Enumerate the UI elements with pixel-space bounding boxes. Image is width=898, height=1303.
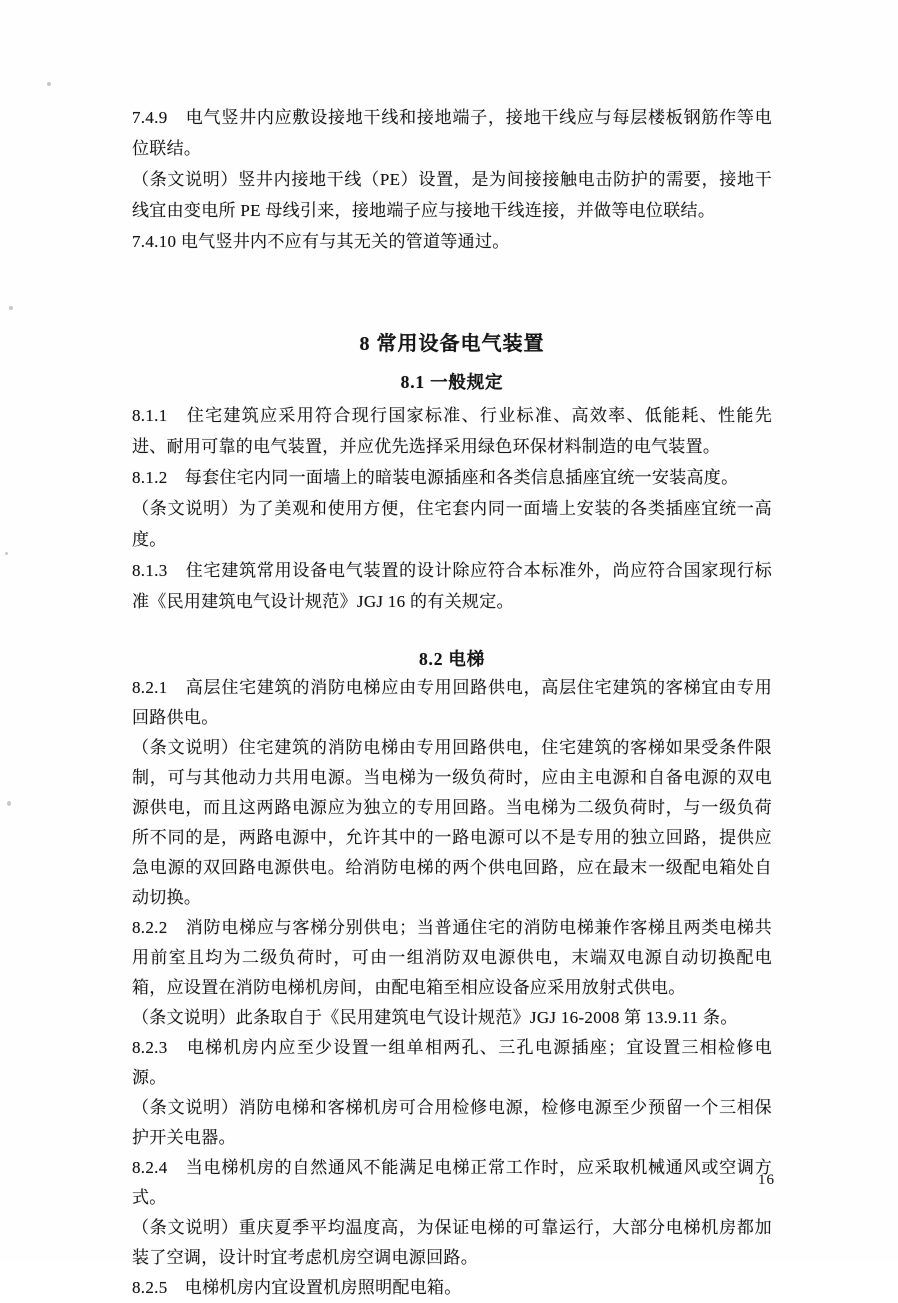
clause-8-2-1: 8.2.1 高层住宅建筑的消防电梯应由专用回路供电，高层住宅建筑的客梯宜由专用回路供电。	[132, 678, 772, 727]
note-8-1-2: （条文说明）为了美观和使用方便，住宅套内同一面墙上安装的各类插座宜统一高度。	[132, 499, 772, 549]
page-number: 16	[758, 1172, 775, 1188]
note-8-2-3: （条文说明）消防电梯和客梯机房可合用检修电源，检修电源至少预留一个三相保护开关电器。	[132, 1098, 772, 1147]
clause-7-4-10: 7.4.10 电气竖井内不应有与其无关的管道等通过。	[132, 232, 510, 251]
document-content	[132, 102, 772, 1303]
chapter-8-heading: 8 常用设备电气装置	[359, 333, 545, 355]
section-8-2-heading: 8.2 电梯	[418, 649, 486, 669]
clause-8-1-3: 8.1.3 住宅建筑常用设备电气装置的设计除应符合本标准外，尚应符合国家现行标准《民用建筑电气设计规范》JGJ 16 的有关规定。	[132, 561, 772, 611]
clause-8-2-3: 8.2.3 电梯机房内应至少设置一组单相两孔、三孔电源插座；宜设置三相检修电源。	[132, 1038, 772, 1087]
note-7-4-9: （条文说明）竖井内接地干线（PE）设置，是为间接接触电击防护的需要，接地干线宜由变电所 PE 母线引来，接地端子应与接地干线连接，并做等电位联结。	[132, 170, 772, 220]
section-8-1-heading: 8.1 一般规定	[400, 372, 504, 392]
section-8-2-body	[132, 673, 772, 1303]
note-8-2-4: （条文说明）重庆夏季平均温度高，为保证电梯的可靠运行，大部分电梯机房都加装了空调，设计时宜考虑机房空调电源回路。	[132, 1218, 772, 1267]
note-8-2-1: （条文说明）住宅建筑的消防电梯由专用回路供电，住宅建筑的客梯如果受条件限制，可与其他动力共用电源。当电梯为一级负荷时，应由主电源和自备电源的双电源供电，而且这两路电源应为独立的专用回路。当电梯为二级负荷时，与一级负荷所不同的是，两路电源中，允许其中的一路电源可以不是专用的独立回路，提供应急电源的双回路电源供电。给消防电梯的两个供电回路，应在最末一级配电箱处自动切换。	[132, 738, 772, 907]
scan-speck	[7, 801, 11, 806]
clause-8-2-4: 8.2.4 当电梯机房的自然通风不能满足电梯正常工作时，应采取机械通风或空调方式。	[132, 1158, 772, 1207]
clause-8-1-1: 8.1.1 住宅建筑应采用符合现行国家标准、行业标准、高效率、低能耗、性能先进、耐用可靠的电气装置，并应优先选择采用绿色环保材料制造的电气装置。	[132, 406, 772, 456]
scan-speck	[47, 82, 51, 86]
clause-8-2-2: 8.2.2 消防电梯应与客梯分别供电；当普通住宅的消防电梯兼作客梯且两类电梯共用前室且均为二级负荷时，可由一组消防双电源供电，末端双电源自动切换配电箱，应设置在消防电梯机房间，由配电箱至相应设备应采用放射式供电。	[132, 918, 772, 997]
scan-speck	[5, 552, 8, 555]
clause-7-4-9: 7.4.9 电气竖井内应敷设接地干线和接地端子，接地干线应与每层楼板钢筋作等电位联结。	[132, 108, 772, 158]
clause-8-1-2: 8.1.2 每套住宅内同一面墙上的暗装电源插座和各类信息插座宜统一安装高度。	[132, 468, 739, 487]
scan-speck	[9, 306, 13, 310]
clause-8-2-5: 8.2.5 电梯机房内宜设置机房照明配电箱。	[132, 1278, 462, 1297]
note-8-2-2: （条文说明）此条取自于《民用建筑电气设计规范》JGJ 16-2008 第 13.9.11 条。	[132, 1008, 738, 1027]
